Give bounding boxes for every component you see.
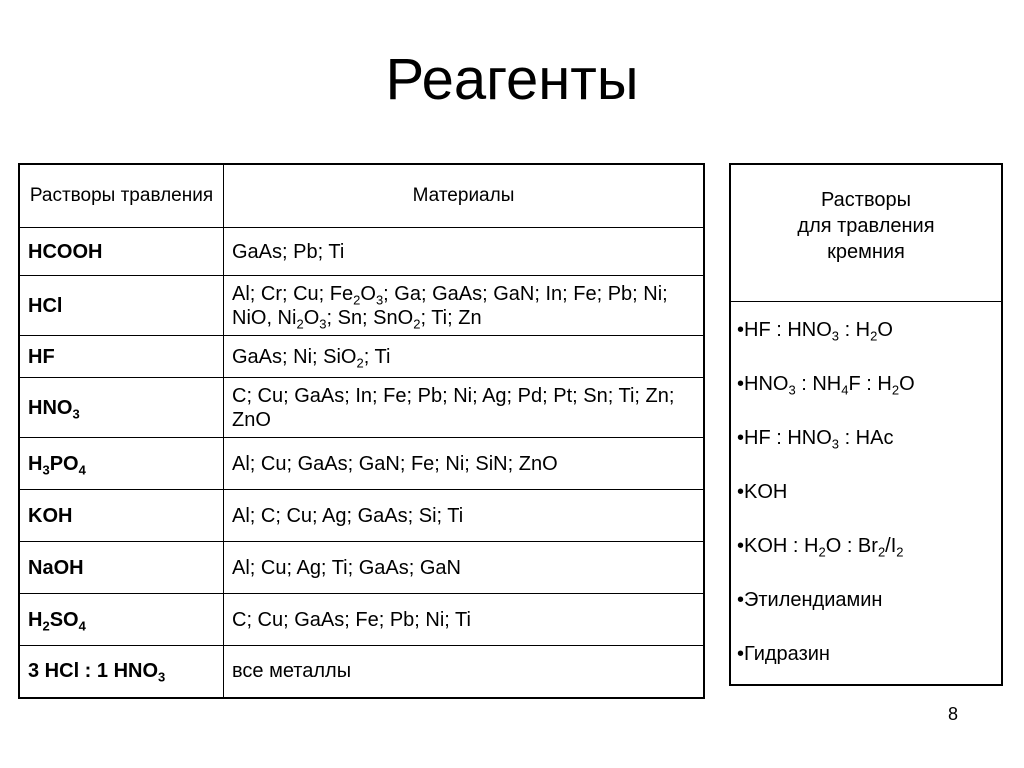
reagents-header-materials: Материалы (224, 164, 705, 228)
silicon-etch-item: •Гидразин (737, 643, 830, 665)
reagents-table-header-row (19, 164, 704, 228)
reagent-materials: GaAs; Pb; Ti (224, 228, 705, 276)
reagent-row (19, 594, 704, 646)
reagent-name: $H_2SO_4$ (19, 594, 224, 646)
slide-title: Реагенты (385, 47, 639, 112)
silicon-etch-list (731, 302, 1001, 694)
reagent-name: HF (19, 336, 224, 378)
silicon-etch-table (729, 163, 1003, 686)
reagent-name: $H_3PO_4$ (19, 438, 224, 490)
reagent-name: 3 HCl : 1 $HNO_3$ (19, 646, 224, 698)
reagent-name: HCOOH (19, 228, 224, 276)
reagent-row (19, 276, 704, 336)
silicon-header-line-3: кремния (827, 241, 905, 263)
silicon-etch-item: •HF : $HNO_3$ : $H_2O$ (737, 319, 893, 344)
reagent-row (19, 490, 704, 542)
silicon-header-line-1: Растворы (821, 189, 911, 211)
silicon-etch-item: •Этилендиамин (737, 589, 883, 611)
reagent-row (19, 542, 704, 594)
silicon-etch-header (731, 165, 1001, 302)
reagent-materials: Al; Cr; Cu; $Fe_2O_3$; Ga; GaAs; GaN; In; Fe; Pb; Ni; NiO, $Ni_2O_3$; Sn; SnO$_2$; Ti; Zn (224, 276, 705, 336)
reagent-row (19, 646, 704, 698)
silicon-etch-item: •KOH (737, 481, 788, 503)
reagent-row (19, 228, 704, 276)
reagent-row (19, 378, 704, 438)
silicon-etch-item: $•HNO_3$ : $NH_4F$ : $H_2O$ (737, 373, 915, 398)
reagent-materials: Al; Cu; GaAs; GaN; Fe; Ni; SiN; ZnO (224, 438, 705, 490)
reagent-name: NaOH (19, 542, 224, 594)
reagent-materials: все металлы (224, 646, 705, 698)
reagents-header-solutions: Растворы травления (19, 164, 224, 228)
silicon-etch-item: •KOH : $H_2O$ : $Br_2/I_2$ (737, 535, 904, 560)
reagents-table-body (19, 228, 704, 698)
reagent-row (19, 438, 704, 490)
reagent-materials: C; Cu; GaAs; Fe; Pb; Ni; Ti (224, 594, 705, 646)
silicon-etch-item: •HF : $HNO_3$ : HAc (737, 427, 894, 452)
page-number: 8 (948, 704, 959, 724)
reagent-name: $HNO_3$ (19, 378, 224, 438)
reagent-materials: Al; Cu; Ag; Ti; GaAs; GaN (224, 542, 705, 594)
reagent-row (19, 336, 704, 378)
silicon-header-line-2: для травления (797, 215, 935, 237)
reagent-materials: C; Cu; GaAs; In; Fe; Pb; Ni; Ag; Pd; Pt; Sn; Ti; Zn; ZnO (224, 378, 705, 438)
reagent-name: KOH (19, 490, 224, 542)
reagents-table (18, 163, 705, 699)
reagent-materials: Al; C; Cu; Ag; GaAs; Si; Ti (224, 490, 705, 542)
reagent-materials: GaAs; Ni; SiO$_2$; Ti (224, 336, 705, 378)
reagent-name: HCl (19, 276, 224, 336)
